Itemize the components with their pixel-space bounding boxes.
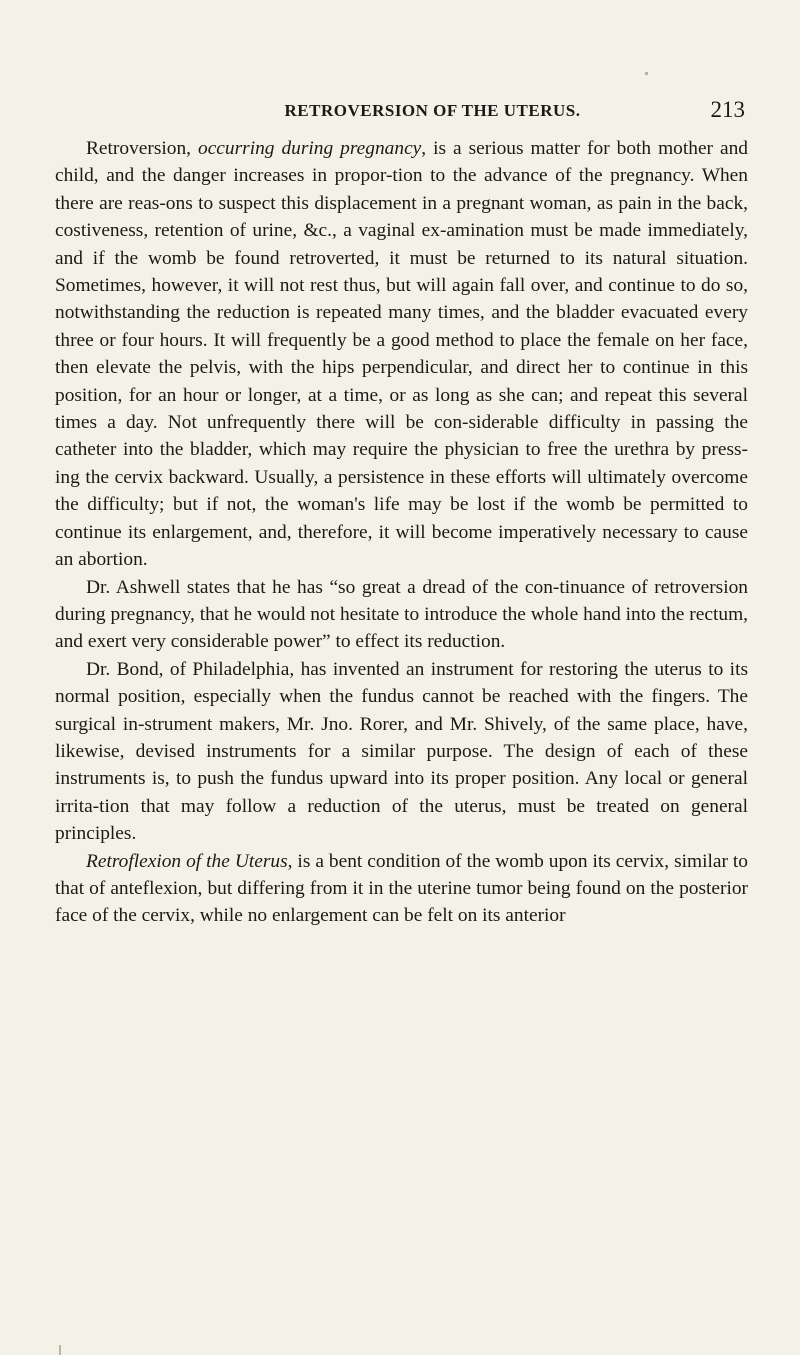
paper-speck (59, 1345, 61, 1355)
running-head (100, 87, 745, 127)
paragraph-text: , is a bent condition of the womb upon its cervix, similar to that of anteflexion, but differing from it in the uterine tumor being found on the posterior face of the cervix, while no enlargement can be felt on its anterior (55, 850, 748, 927)
paragraph-emphasis: occurring during pregnancy (198, 138, 422, 159)
paragraph (55, 574, 748, 656)
paragraph-text: , is a serious matter for both mother and child, and the danger increases in propor-tion to the advance of the pregnancy. When there are reas-ons to suspect this displacement in a pregnant woman, as pain in the back, costiveness, retention of urine, &c., a vaginal ex-amination must be made immediately, and if the womb be found retroverted, it must be returned to its natural situation. Sometimes, however, it will not rest thus, but will again fall over, and continue to do so, notwithstanding the reduction is repeated many times, and the bladder evacuated every three or four hours. It will frequently be a good method to place the female on her face, then elevate the pelvis, with the hips perpendicular, and direct her to continue in this position, for an hour or longer, at a time, or as long as she can; and repeat this several times a day. Not unfrequently there will be con-siderable difficulty in passing the catheter into the bladder, which may require the physician to free the urethra by press-ing the cervix backward. Usually, a persistence in these efforts will ultimately overcome the difficulty; but if not, the woman's life may be lost if the womb be permitted to continue its enlargement, and, therefore, it will become imperatively necessary to cause an abortion. (55, 138, 748, 571)
section-title-italic: Retroflexion of the Uterus (86, 850, 288, 872)
paper-speck (645, 72, 648, 75)
paragraph (55, 848, 748, 930)
body-text (55, 135, 748, 930)
page-number: 213 (710, 97, 745, 122)
paragraph-lead: Retroversion, (86, 138, 198, 159)
paragraph (55, 656, 748, 848)
paragraph-text: Dr. Ashwell states that he has “so great a dread of the con-tinuance of retroversion during pregnancy, that he would not hesitate to introduce the whole hand into the rectum, and exert very considerable power” to effect its reduction. (55, 576, 748, 653)
paragraph (55, 135, 748, 574)
running-title: RETROVERSION OF THE UTERUS. (284, 101, 581, 120)
paragraph-text: Dr. Bond, of Philadelphia, has invented an instrument for restoring the uterus to its normal position, especially when the fundus cannot be reached with the fingers. The surgical in-strument makers, Mr. Jno. Rorer, and Mr. Shively, of the same place, have, likewise, devised instruments for a similar purpose. The design of each of these instruments is, to push the fundus upward into its proper position. Any local or general irrita-tion that may follow a reduction of the uterus, must be treated on general principles. (55, 658, 748, 845)
